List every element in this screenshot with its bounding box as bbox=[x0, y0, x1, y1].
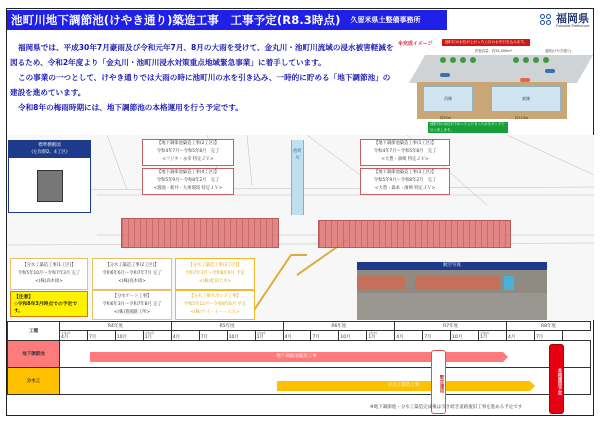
page-title: 池町川地下調節池(けやき通り)築造工事 工事予定(R8.3時点) bbox=[11, 13, 341, 27]
month-cell: 10月 bbox=[451, 331, 479, 341]
month-cell: 10月 bbox=[115, 331, 143, 341]
cross-section-box bbox=[8, 140, 91, 213]
intro-paragraph: 令和8年の梅雨時期には、地下調節池の本格運用を行う予定です。 bbox=[18, 103, 243, 112]
completion-illustration bbox=[395, 37, 590, 134]
tank-east: 東側 bbox=[491, 86, 561, 112]
month-cell: 4月 bbox=[507, 331, 535, 341]
car-icon bbox=[440, 73, 450, 77]
intro-paragraph: この事業の一つとして、けやき通りでは大雨の時に池町川の水を引き込み、一時的に貯める「地下調節池」の建設を進めています。 bbox=[10, 73, 391, 97]
month-cell: 令和4年 4月 bbox=[60, 331, 88, 341]
logo-text: 福岡県 bbox=[556, 12, 589, 26]
fy-header: R8年度 bbox=[507, 322, 591, 331]
fy-header: R7年度 bbox=[395, 322, 507, 331]
tank-west: 西側 bbox=[423, 86, 473, 112]
tree-icon bbox=[513, 57, 519, 63]
length-east: 約113m bbox=[515, 116, 529, 120]
month-cell: 10月 bbox=[227, 331, 255, 341]
month-cell: 7月 bbox=[87, 331, 115, 341]
tree-icon bbox=[440, 57, 446, 63]
diversion-pump-box: 【分水工排水ポンプ工事】 令和5年12月～令和8年6月 予定 <(株)ケイ・イー・エス> bbox=[175, 290, 255, 320]
fy-header: R5年度 bbox=[171, 322, 283, 331]
tree-icon bbox=[460, 57, 466, 63]
section-title: 標準横断図 bbox=[38, 143, 61, 148]
logo-subtext: Fukuoka Prefecture bbox=[556, 24, 590, 29]
work-box-2: 【地下調節池築造工事(2工区)】 令和4年7月～令和5年8月 完了 <フジタ・永幸 特定ＪＶ> bbox=[142, 139, 234, 166]
office-name: 久留米県土整備事務所 bbox=[350, 16, 421, 24]
month-cell: 7月 bbox=[534, 331, 562, 341]
tree-icon bbox=[543, 57, 549, 63]
month-cell: 7月 bbox=[199, 331, 227, 341]
diversion-box-1: 【分水工築造工事(1工区)】 令和5年10月～令和7年3月 完了 <(株)高木組> bbox=[10, 258, 88, 290]
road-label: 道路(けやき通り) bbox=[545, 49, 572, 53]
month-cell: 7月 bbox=[423, 331, 451, 341]
capacity-label: 貯留容量：約24,000m³ bbox=[475, 49, 512, 53]
section-subtitle: (左岸側2、4工区) bbox=[31, 150, 68, 155]
tank-west-plan bbox=[121, 218, 279, 248]
aerial-photo bbox=[357, 262, 547, 320]
river-label: 池町川 bbox=[293, 149, 302, 161]
month-cell: 令和7年 1月 bbox=[367, 331, 395, 341]
road-surface bbox=[409, 55, 593, 83]
car-icon bbox=[545, 69, 555, 73]
tree-icon bbox=[523, 57, 529, 63]
month-cell: 令和6年 1月 bbox=[255, 331, 283, 341]
work-box-4: 【地下調節池築造工事(4工区)】 令和5年9月～令和8年2月 完了 <鴻池・新井・九州環境 特定ＪＶ> bbox=[142, 168, 234, 195]
tree-icon bbox=[450, 57, 456, 63]
outflow-callout: 池町川の水位が下がったらたまった水をポンプで川に戻します。 bbox=[428, 122, 508, 133]
column-header-work-type: 工種 bbox=[8, 322, 60, 341]
diversion-box-2: 【分水工築造工事(2工区)】 令和6年6月～令和7年7月 完了 <(株)高木組> bbox=[92, 258, 172, 290]
month-cell: 4月 bbox=[283, 331, 311, 341]
intro-paragraph: 福岡県では、平成30年7月豪雨及び令和元年7月、8月の大雨を受けて、金丸川・池町川流域の浸水被害軽減を図るため、令和2年度より「金丸川・池町川浸水対策重点地域緊急事業」に着手しています。 bbox=[10, 43, 394, 67]
inflow-callout: 池町川の水位が上がったら川の水を引き込みます。 bbox=[442, 39, 530, 46]
month-cell: 令和8年 1月 bbox=[479, 331, 507, 341]
month-cell: 4月 bbox=[395, 331, 423, 341]
fukuoka-logo bbox=[540, 10, 596, 32]
diversion-gate-box: 【分水ゲート工事】 令和6年3月～令和7年8月 完了 <(株)豊國鉄工所> bbox=[92, 290, 172, 320]
gantt-bar-reservoir: 地下調節池築造工事 bbox=[90, 352, 503, 362]
aerial-photo-title: 航空写真 bbox=[357, 262, 547, 270]
work-box-1: 【地下調節池築造工事(1工区)】 令和4年7月～令和5年8月 完了 <大豊・濱崎 特定ＪＶ> bbox=[360, 139, 450, 166]
intro-text bbox=[10, 40, 395, 115]
milestone-full-operation: 本格運用予定 bbox=[549, 344, 564, 414]
culvert-graphic bbox=[37, 170, 63, 202]
milestone-provisional-operation: 暫定運用 bbox=[431, 350, 446, 414]
length-west: 約93m bbox=[440, 116, 452, 120]
footnote: ※地下調節池・分水工築造完成後は引き続き道路復旧工事を進める予定です bbox=[370, 405, 523, 410]
prefecture-emblem-icon bbox=[540, 14, 554, 28]
row-label-underground-reservoir: 地下調節池 bbox=[8, 341, 60, 368]
title-banner bbox=[7, 10, 447, 30]
fy-header: R6年度 bbox=[283, 322, 395, 331]
completion-label: ※完成イメージ bbox=[398, 41, 433, 47]
month-cell: 令和5年 1月 bbox=[143, 331, 171, 341]
row-label-diversion: 分水工 bbox=[8, 368, 60, 395]
tree-icon bbox=[470, 57, 476, 63]
schedule-note: 【注意】 ◇令和8年3月時点での予定です。 bbox=[10, 291, 88, 317]
tank-east-plan bbox=[318, 220, 511, 248]
month-cell: 10月 bbox=[339, 331, 367, 341]
tree-icon bbox=[533, 57, 539, 63]
month-cell: 4月 bbox=[171, 331, 199, 341]
gantt-bar-diversion: 分水工築造工事 bbox=[277, 381, 530, 391]
diversion-box-3: 【分水工築造工事(3工区)】 令和7年3月～令和8年6月 予定 <(株)松田土木> bbox=[175, 258, 255, 290]
work-box-3: 【地下調節池築造工事(3工区)】 令和5年9月～令和8年2月 完了 <大豊・森本・濱崎 特定ＪＶ> bbox=[360, 168, 450, 195]
month-cell: 7月 bbox=[311, 331, 339, 341]
fy-header: R4年度 bbox=[60, 322, 172, 331]
